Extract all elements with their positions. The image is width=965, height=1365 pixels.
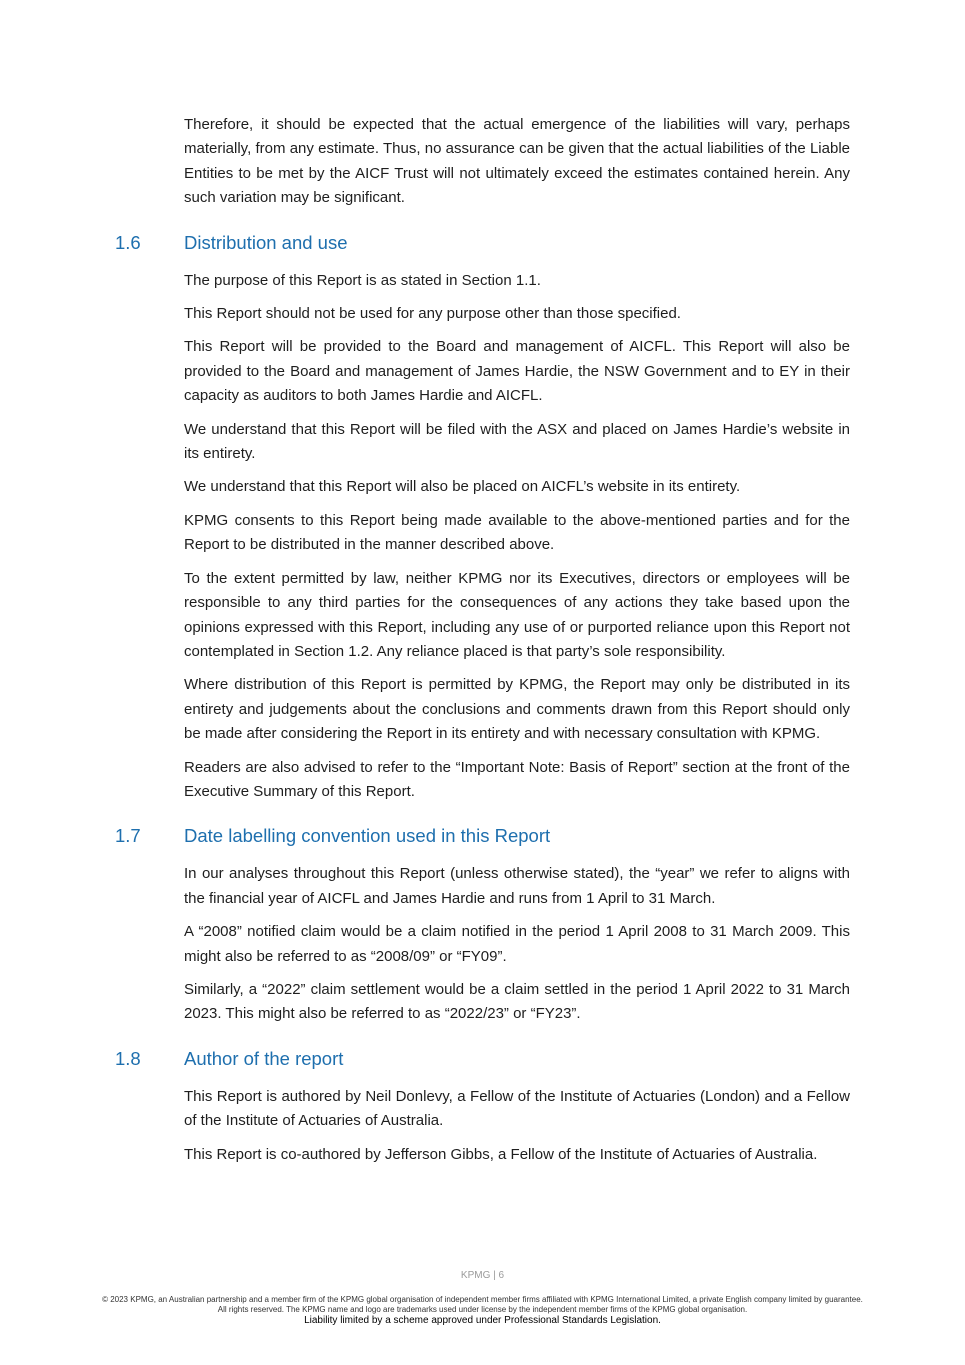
copyright-notice: © 2023 KPMG, an Australian partnership and a member firm of the KPMG global organisation of independent member firms affiliated with KPMG International Limited, a private English company limited by guarantee. All rights reserved. The KPMG name and logo are trademarks used under license by the independent member firms of the KPMG global organisation. xyxy=(102,1295,863,1314)
paragraph: We understand that this Report will be filed with the ASX and placed on James Hardie’s website in its entirety. xyxy=(184,420,850,463)
paragraph: Similarly, a “2022” claim settlement would be a claim settled in the period 1 April 2022 to 31 March 2023. This might also be referred to as “2022/23” or “FY23”. xyxy=(184,980,850,1023)
page-number: KPMG | 6 xyxy=(460,1270,505,1281)
section-title: Date labelling convention used in this Report xyxy=(184,825,551,847)
paragraph: In our analyses throughout this Report (unless otherwise stated), the “year” we refer to aligns with the financial year of AICFL and James Hardie and runs from 1 April to 31 March. xyxy=(184,865,850,907)
paragraph: This Report will be provided to the Board and management of AICFL. This Report will also be provided to the Board and management of James Hardie, the NSW Government and to EY in their capacity as auditors to both James Hardie and AICFL. xyxy=(184,338,850,405)
section-number: 1.6 xyxy=(115,231,141,253)
section-heading xyxy=(0,824,965,850)
paragraph: Where distribution of this Report is permitted by KPMG, the Report may only be distributed in its entirety and judgements about the conclusions and comments drawn from this Report should only be made after considering the Report in its entirety and with necessary consultation with KPMG. xyxy=(184,676,850,743)
paragraph: This Report is co-authored by Jefferson Gibbs, a Fellow of the Institute of Actuaries of Australia. xyxy=(184,1145,818,1163)
paragraph: The purpose of this Report is as stated in Section 1.1. xyxy=(184,271,541,289)
paragraph: A “2008” notified claim would be a claim notified in the period 1 April 2008 to 31 March 2009. This might also be referred to as “2008/09” or “FY09”. xyxy=(184,923,850,965)
section-number: 1.7 xyxy=(115,825,141,847)
paragraph: This Report is authored by Neil Donlevy, a Fellow of the Institute of Actuaries (London) and a Fellow of the Institute of Actuaries of Australia. xyxy=(184,1087,850,1130)
section-title: Author of the report xyxy=(184,1047,344,1069)
section-date-labelling-convention xyxy=(0,824,965,1026)
paragraph: We understand that this Report will also be placed on AICFL’s website in its entirety. xyxy=(184,478,741,496)
section-heading xyxy=(0,231,965,257)
section-distribution-and-use xyxy=(0,231,965,805)
paragraph: This Report should not be used for any purpose other than those specified. xyxy=(184,305,681,323)
intro-paragraph: Therefore, it should be expected that the actual emergence of the liabilities will vary, perhaps materially, from any estimate. Thus, no assurance can be given that the actual liabilities of the Liable Entities to be met by the AICF Trust will not ultimately exceed the estimates contained herein. Any such variation may be significant. xyxy=(184,116,850,207)
section-title: Distribution and use xyxy=(184,231,348,253)
paragraph: To the extent permitted by law, neither KPMG nor its Executives, directors or employees will be responsible to any third parties for the consequences of any actions they take based upon the opinions expressed with this Report, including any use of or purported reliance upon this Report not contemplated in Section 1.2. Any reliance placed is that party’s sole responsibility. xyxy=(184,569,850,660)
document-body xyxy=(0,113,965,1176)
paragraph: Readers are also advised to refer to the “Important Note: Basis of Report” section at the front of the Executive Summary of this Report. xyxy=(184,758,850,800)
liability-notice: Liability limited by a scheme approved under Professional Standards Legislation. xyxy=(304,1315,661,1326)
section-number: 1.8 xyxy=(115,1047,141,1069)
paragraph: KPMG consents to this Report being made available to the above-mentioned parties and for the Report to be distributed in the manner described above. xyxy=(184,511,850,554)
section-heading xyxy=(0,1047,965,1073)
section-author-of-the-report xyxy=(0,1047,965,1167)
